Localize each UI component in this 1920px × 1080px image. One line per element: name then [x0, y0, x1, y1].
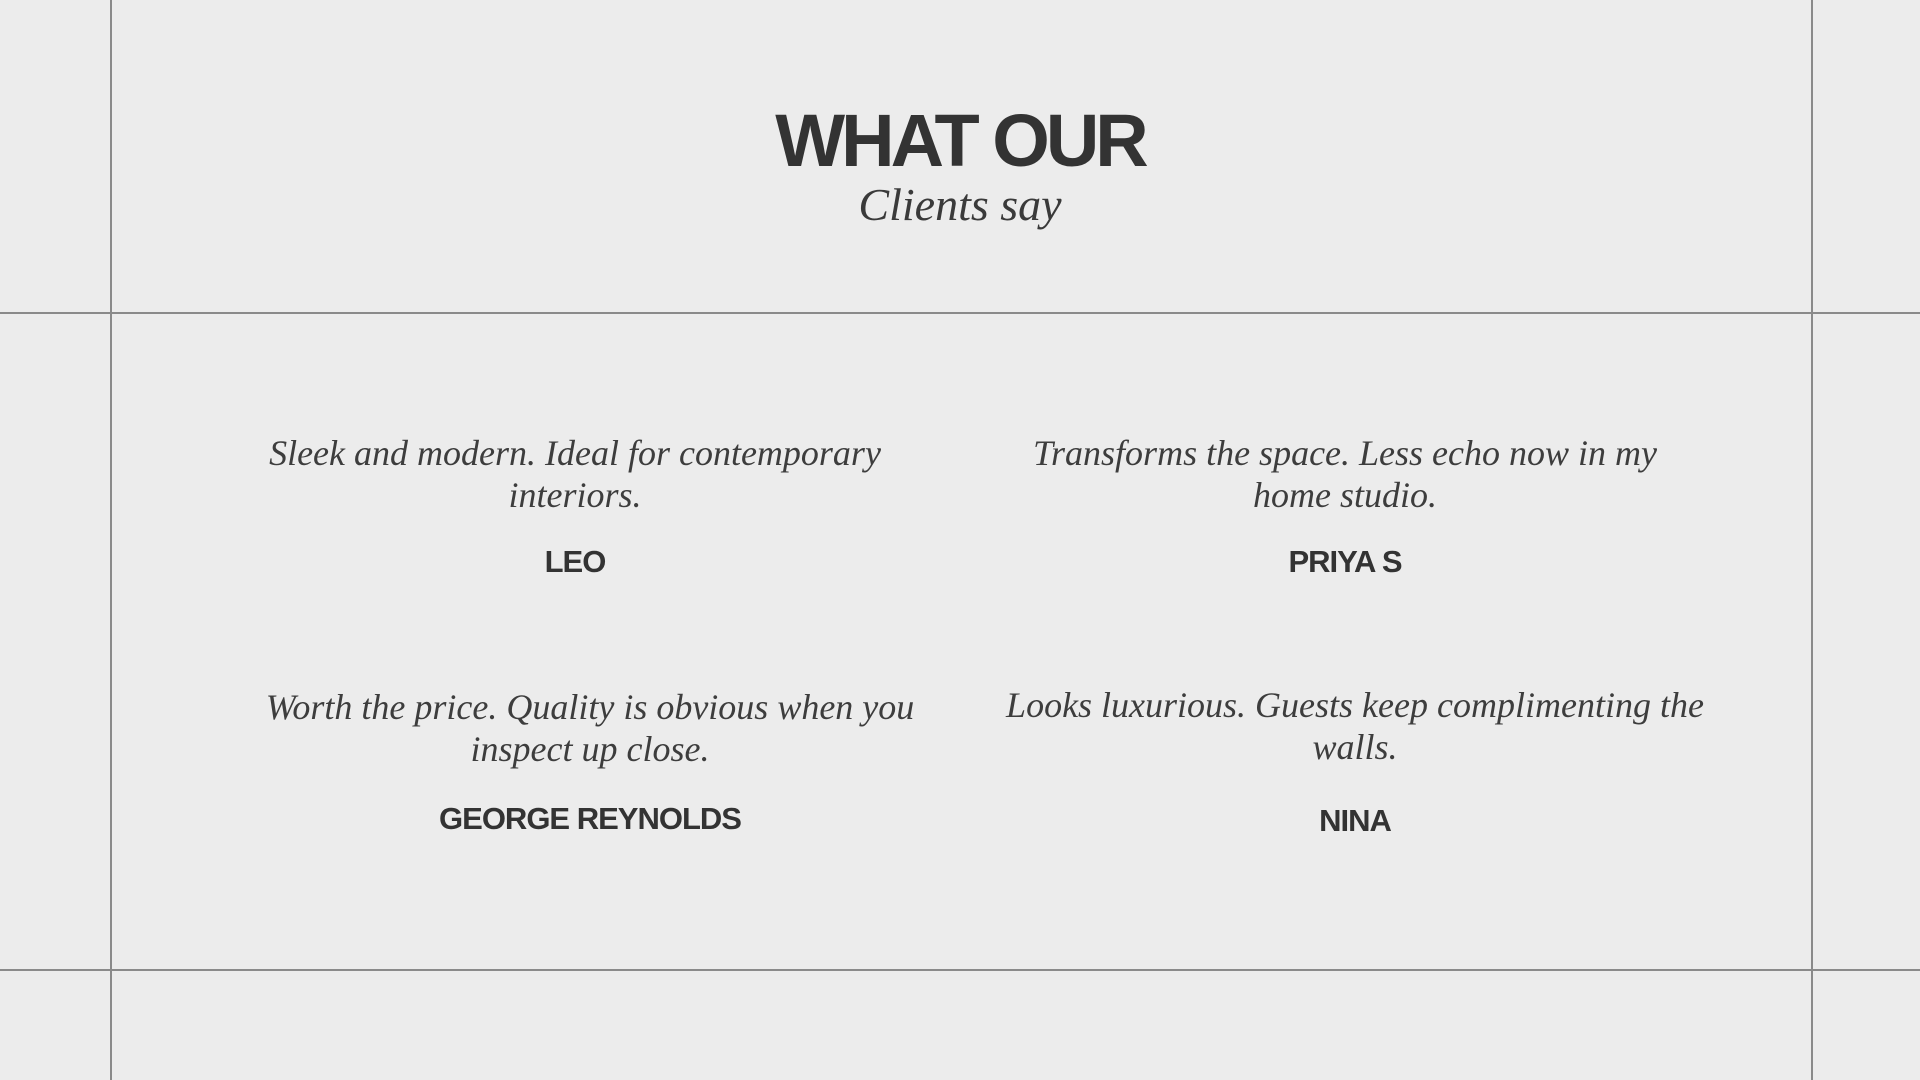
page-title: WHAT OUR [775, 99, 1145, 182]
testimonial-quote: Sleek and modern. Ideal for contemporary interiors. [269, 433, 881, 515]
vertical-divider-left [110, 0, 112, 1080]
testimonial-card [240, 686, 940, 834]
horizontal-divider-bottom [0, 969, 1920, 971]
testimonial-card [995, 432, 1695, 577]
testimonial-card [225, 432, 925, 577]
vertical-divider-right [1811, 0, 1813, 1080]
testimonial-author: PRIYA S [1288, 544, 1402, 579]
testimonial-quote: Transforms the space. Less echo now in my home studio. [1033, 433, 1657, 515]
testimonial-author: LEO [544, 544, 606, 579]
testimonial-quote: Worth the price. Quality is obvious when you inspect up close. [265, 687, 915, 769]
testimonial-author: GEORGE REYNOLDS [439, 801, 741, 836]
testimonial-author: NINA [1319, 803, 1391, 838]
page-subtitle: Clients say [858, 179, 1062, 230]
testimonial-quote: Looks luxurious. Guests keep complimenting the walls. [1006, 685, 1704, 767]
horizontal-divider-top [0, 312, 1920, 314]
testimonial-card [1005, 684, 1705, 836]
